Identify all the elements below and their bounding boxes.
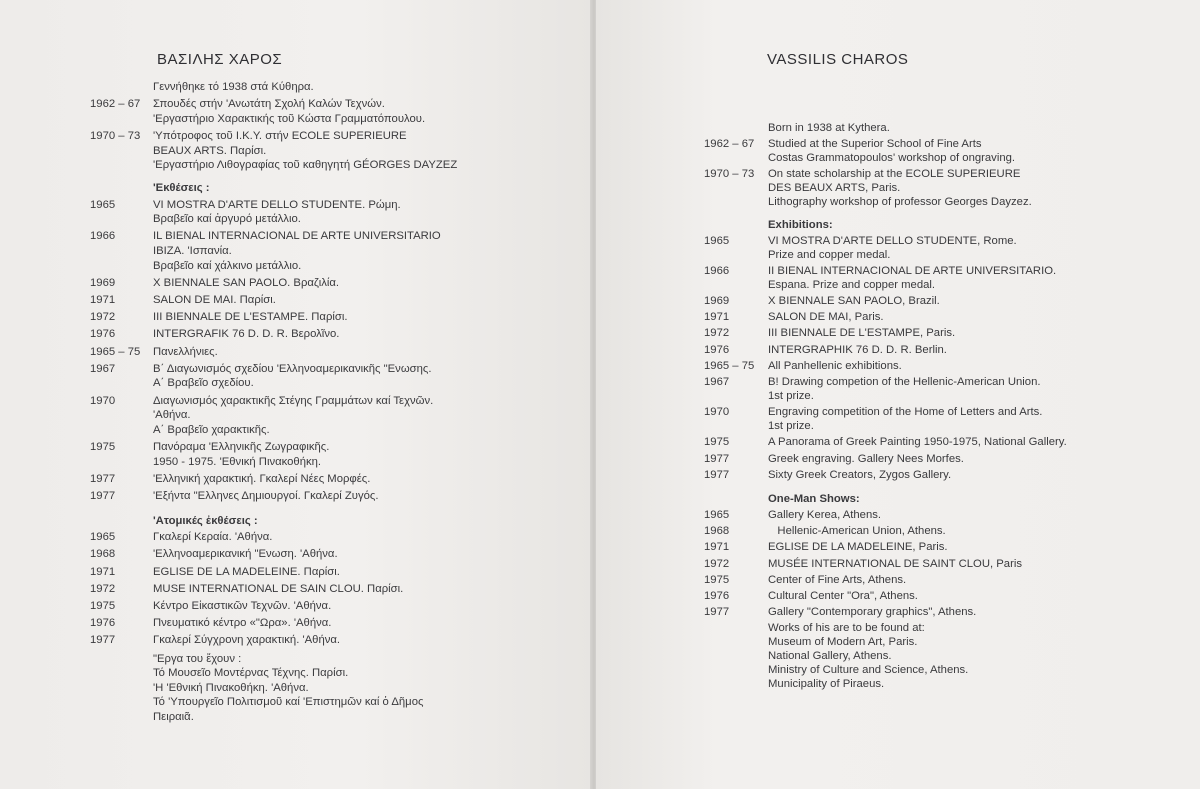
entry-text: Gallery Kerea, Athens. bbox=[768, 509, 882, 521]
works-text: Municipality of Piraeus. bbox=[768, 678, 885, 691]
entry-text: A Panorama of Greek Painting 1950-1975, National Gallery. bbox=[768, 436, 1067, 449]
entry-text: X BIENNALE SAN PAOLO, Brazil. bbox=[768, 295, 940, 307]
works-text: Ministry of Culture and Science, Athens. bbox=[768, 664, 969, 677]
entry-text: Sixty Greek Creators, Zygos Gallery. bbox=[768, 468, 952, 481]
works-text: "Εργα του ἔχουν : bbox=[153, 652, 242, 665]
right-page-english bbox=[596, 0, 1200, 789]
entry-text: Born in 1938 at Kythera. bbox=[768, 122, 890, 134]
left-page-greek bbox=[0, 0, 592, 789]
entry-year: 1977 bbox=[704, 452, 730, 465]
entry-year: 1965 – 75 bbox=[90, 345, 141, 358]
entry-text: 1st prize. bbox=[768, 390, 814, 402]
entry-year: 1976 bbox=[90, 617, 116, 630]
entry-year: 1967 bbox=[90, 362, 116, 375]
page-title: VASSILIS CHAROS bbox=[767, 51, 909, 68]
entry-year: 1969 bbox=[90, 276, 116, 289]
entry-year: 1975 bbox=[90, 600, 116, 612]
entry-year: 1965 bbox=[90, 531, 116, 544]
entry-text: Hellenic-American Union, Athens. bbox=[768, 525, 946, 538]
entry-text: Πανόραμα 'Ελληνικῆς Ζωγραφικῆς. bbox=[153, 440, 330, 453]
entry-text: Σπουδές στήν 'Ανωτάτη Σχολή Καλών Τεχνών. bbox=[153, 98, 385, 111]
entry-text: 'Εργαστήριο Λιθογραφίας τοῦ καθηγητή GÉORGES DAYZEZ bbox=[153, 159, 458, 172]
works-text: Τό Μουσεῖο Μοντέρνας Τέχνης. Παρίσι. bbox=[153, 667, 349, 680]
entry-text: IBIZA. 'Ισπανία. bbox=[153, 244, 232, 257]
entry-text: B! Drawing competion of the Hellenic-American Union. bbox=[768, 376, 1041, 388]
entry-text: Studied at the Superior School of Fine Arts bbox=[768, 138, 982, 151]
entry-text: 1950 - 1975. 'Εθνική Πινακοθήκη. bbox=[153, 455, 322, 468]
page-title: ΒΑΣΙΛΗΣ ΧΑΡΟΣ bbox=[157, 51, 283, 68]
entry-year: 1977 bbox=[90, 634, 116, 647]
entry-year: 1972 bbox=[90, 582, 116, 595]
entry-text: SALON DE MAI, Paris. bbox=[768, 311, 884, 324]
entry-text: Center of Fine Arts, Athens. bbox=[768, 573, 907, 586]
entry-text: BEAUX ARTS. Παρίσι. bbox=[153, 144, 267, 157]
entry-year: 1975 bbox=[704, 573, 730, 586]
entry-text: Βραβεῖο καί χάλκινο μετάλλιο. bbox=[153, 259, 302, 272]
entry-year: 1968 bbox=[90, 548, 116, 561]
works-text: Πειραιᾶ. bbox=[153, 711, 194, 723]
entry-text: DES BEAUX ARTS, Paris. bbox=[768, 182, 901, 195]
entry-year: 1977 bbox=[90, 472, 116, 485]
entry-year: 1971 bbox=[90, 565, 116, 578]
entry-text: II BIENAL INTERNACIONAL DE ARTE UNIVERSITARIO. bbox=[768, 264, 1057, 277]
entry-text: All Panhellenic exhibitions. bbox=[768, 359, 902, 372]
entry-year: 1962 – 67 bbox=[704, 138, 755, 151]
entry-year: 1965 bbox=[90, 198, 116, 211]
entry-year: 1966 bbox=[704, 264, 730, 277]
entry-year: 1970 – 73 bbox=[90, 130, 141, 142]
entry-text: 1st prize. bbox=[768, 420, 814, 433]
entry-text: Κέντρο Εἰκαστικῶν Τεχνῶν. 'Αθήνα. bbox=[153, 600, 332, 612]
entry-text: MUSÉE INTERNATIONAL DE SAINT CLOU, Paris bbox=[768, 557, 1023, 570]
entry-text: Α΄ Βραβεῖο σχεδίου. bbox=[153, 377, 254, 390]
entry-year: 1977 bbox=[90, 489, 116, 502]
entry-text: EGLISE DE LA MADELEINE, Paris. bbox=[768, 541, 948, 554]
entry-text: Prize and copper medal. bbox=[768, 248, 891, 261]
entry-text: VI MOSTRA D'ARTE DELLO STUDENTE, Rome. bbox=[768, 234, 1017, 247]
entry-year: 1966 bbox=[90, 230, 116, 243]
entry-year: 1972 bbox=[90, 311, 116, 324]
works-text: Τό 'Υπουργεῖο Πολιτισμοῦ καί 'Επιστημῶν καί ὁ Δῆμος bbox=[153, 696, 424, 709]
entry-year: 1972 bbox=[704, 327, 730, 340]
entry-text: Β΄ Διαγωνισμός σχεδίου 'Ελληνοαμερικανικῆς "Ενωσης. bbox=[153, 362, 432, 375]
exhibitions-heading: Exhibitions: bbox=[768, 218, 833, 231]
entry-year: 1976 bbox=[704, 343, 730, 356]
entry-text: On state scholarship at the ECOLE SUPERIEURE bbox=[768, 168, 1021, 181]
entry-year: 1962 – 67 bbox=[90, 98, 141, 111]
entry-year: 1970 bbox=[90, 394, 116, 407]
entry-text: Cultural Center "Ora", Athens. bbox=[768, 590, 918, 602]
entry-text: III BIENNALE DE L'ESTAMPE, Paris. bbox=[768, 327, 956, 340]
entry-year: 1976 bbox=[704, 590, 730, 602]
entry-text: X BIENNALE SAN PAOLO. Βραζιλία. bbox=[153, 276, 340, 289]
entry-year: 1967 bbox=[704, 376, 730, 388]
entry-year: 1970 bbox=[704, 406, 730, 419]
entry-text: Πανελλήνιες. bbox=[153, 345, 218, 358]
entry-text: Γεννήθηκε τό 1938 στά Κύθηρα. bbox=[153, 81, 314, 93]
entry-text: Διαγωνισμός χαρακτικῆς Στέγης Γραμμάτων καί Τεχνῶν. bbox=[153, 394, 434, 407]
entry-text: MUSE INTERNATIONAL DE SAIN CLOU. Παρίσι. bbox=[153, 582, 404, 595]
entry-text: SALON DE MAI. Παρίσι. bbox=[153, 293, 276, 306]
entry-year: 1965 bbox=[704, 509, 730, 521]
entry-text: Gallery "Contemporary graphics", Athens. bbox=[768, 606, 977, 619]
entry-text: Βραβεῖο καί ἀργυρό μετάλλιο. bbox=[153, 213, 301, 226]
works-text: Museum of Modern Art, Paris. bbox=[768, 636, 918, 649]
entry-text: 'Υπότροφος τοῦ Ι.Κ.Υ. στήν ECOLE SUPERIEURE bbox=[153, 130, 407, 142]
entry-text: Γκαλερί Κεραία. 'Αθήνα. bbox=[153, 531, 273, 544]
entry-text: Espana. Prize and copper medal. bbox=[768, 278, 936, 291]
entry-year: 1965 – 75 bbox=[704, 359, 755, 372]
entry-text: Greek engraving. Gallery Nees Morfes. bbox=[768, 452, 964, 465]
entry-year: 1969 bbox=[704, 295, 730, 307]
entry-text: 'Αθήνα. bbox=[153, 409, 191, 422]
entry-year: 1965 bbox=[704, 234, 730, 247]
entry-text: IL BIENAL INTERNACIONAL DE ARTE UNIVERSITARIO bbox=[153, 230, 441, 243]
entry-year: 1971 bbox=[90, 293, 116, 306]
works-text: National Gallery, Athens. bbox=[768, 650, 892, 663]
entry-text: III BIENNALE DE L'ESTAMPE. Παρίσι. bbox=[153, 311, 348, 324]
entry-text: Engraving competition of the Home of Letters and Arts. bbox=[768, 406, 1043, 419]
solo-shows-heading: One-Man Shows: bbox=[768, 493, 860, 505]
entry-text: 'Εργαστήριο Χαρακτικής τοῦ Κώστα Γραμματόπουλου. bbox=[153, 112, 426, 125]
solo-shows-heading: 'Ατομικές ἐκθέσεις : bbox=[153, 515, 258, 528]
entry-year: 1972 bbox=[704, 557, 730, 570]
entry-year: 1970 – 73 bbox=[704, 168, 755, 181]
entry-year: 1975 bbox=[704, 436, 730, 449]
entry-text: 'Εξήντα "Ελληνες Δημιουργοί. Γκαλερί Ζυγός. bbox=[153, 489, 379, 502]
entry-text: 'Ελληνοαμερικανική "Ενωση. 'Αθήνα. bbox=[153, 548, 338, 561]
entry-year: 1977 bbox=[704, 606, 730, 619]
entry-text: INTERGRAFIK 76 D. D. R. Βερολῖνο. bbox=[153, 328, 340, 341]
entry-year: 1977 bbox=[704, 468, 730, 481]
entry-year: 1976 bbox=[90, 328, 116, 341]
entry-text: VI MOSTRA D'ARTE DELLO STUDENTE. Ρώμη. bbox=[153, 198, 401, 211]
entry-text: EGLISE DE LA MADELEINE. Παρίσι. bbox=[153, 565, 340, 578]
entry-year: 1975 bbox=[90, 440, 116, 453]
entry-text: Γκαλερί Σύγχρονη χαρακτική. 'Αθήνα. bbox=[153, 634, 341, 647]
entry-year: 1971 bbox=[704, 541, 730, 554]
entry-text: Lithography workshop of professor Georges Dayzez. bbox=[768, 196, 1032, 209]
entry-year: 1971 bbox=[704, 311, 730, 324]
works-text: 'Η 'Εθνική Πινακοθήκη. 'Αθήνα. bbox=[153, 681, 309, 694]
entry-text: INTERGRAPHIK 76 D. D. R. Berlin. bbox=[768, 343, 947, 356]
entry-text: Costas Grammatopoulos' workshop of ongraving. bbox=[768, 152, 1016, 165]
entry-text: 'Ελληνική χαρακτική. Γκαλερί Νέες Μορφές. bbox=[153, 472, 371, 485]
entry-year: 1968 bbox=[704, 525, 730, 538]
exhibitions-heading: 'Εκθέσεις : bbox=[153, 182, 210, 195]
entry-text: Α΄ Βραβεῖο χαρακτικῆς. bbox=[153, 423, 270, 436]
works-text: Works of his are to be found at: bbox=[768, 622, 925, 635]
entry-text: Πνευματικό κέντρο «"Ωρα». 'Αθήνα. bbox=[153, 617, 332, 630]
